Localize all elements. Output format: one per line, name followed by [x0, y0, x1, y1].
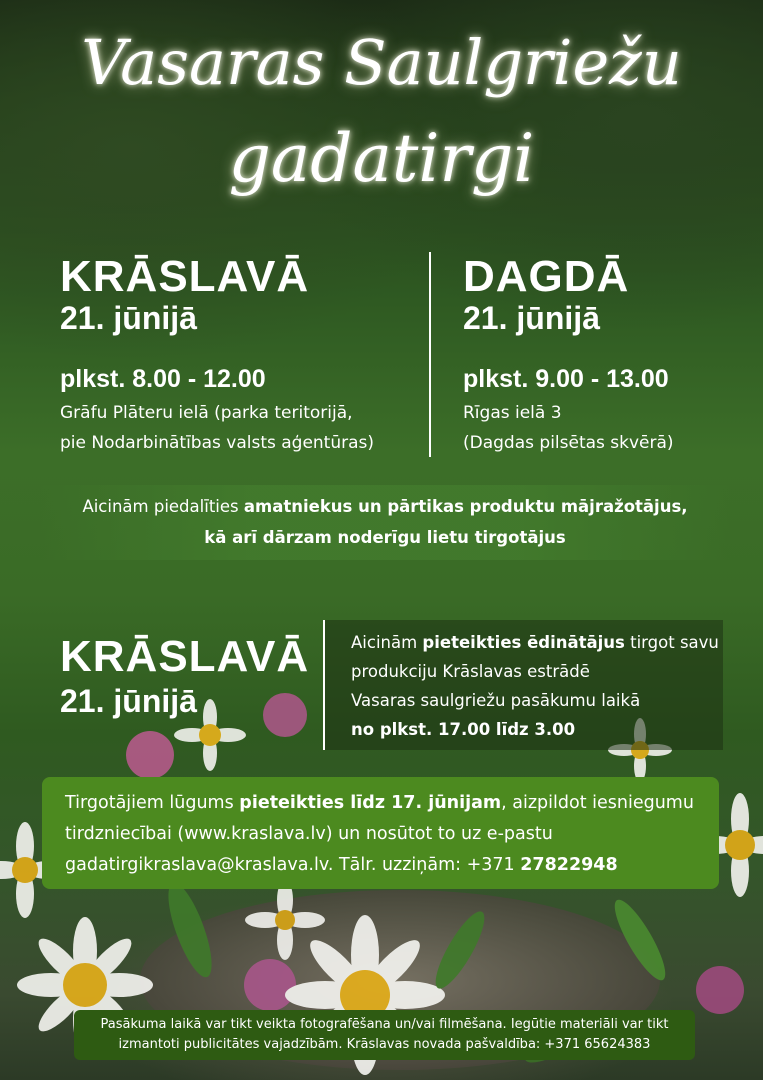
- footer-notice: [74, 1010, 695, 1060]
- catering-line1: [351, 628, 723, 657]
- registration-line3: [65, 850, 719, 881]
- poster-title-line2: gadatirgi: [228, 120, 535, 197]
- registration-line1-prefix: Tirgotājiem lūgums: [65, 793, 240, 813]
- footer-line2: izmantoti publicitātes vajadzībām. Krāslavas novada pašvaldība: +371 65624383: [118, 1037, 651, 1052]
- catering-date: 21. jūnijā: [60, 683, 197, 719]
- left-event-address-line1: Grāfu Plāteru ielā (parka teritorijā,: [60, 403, 353, 423]
- registration-line1-suffix: , aizpildot iesniegumu: [501, 793, 694, 813]
- poster-title-line1: Vasaras Saulgriežu: [81, 26, 682, 99]
- catering-line1-prefix: Aicinām: [351, 633, 423, 652]
- registration-info: [42, 777, 719, 889]
- left-event-address: [60, 398, 374, 458]
- catering-invitation: [323, 620, 723, 750]
- registration-deadline: pieteikties līdz 17. jūnijam: [239, 793, 502, 813]
- right-event-city: DAGDĀ: [463, 252, 630, 301]
- catering-line2: produkciju Krāslavas estrādē: [351, 662, 590, 681]
- invite-bold-2: kā arī dārzam noderīgu lietu tirgotājus: [204, 528, 566, 547]
- registration-contact: gadatirgikraslava@kraslava.lv. Tālr. uzziņām: +371: [65, 855, 521, 875]
- left-event-date: 21. jūnijā: [60, 300, 197, 336]
- catering-line1-bold: pieteikties ēdinātājus: [422, 633, 625, 652]
- vendor-invitation-line1: [40, 491, 730, 522]
- registration-phone: 27822948: [520, 855, 618, 875]
- left-event-time: plkst. 8.00 - 12.00: [60, 365, 266, 393]
- right-event-address-line1: Rīgas ielā 3: [463, 403, 562, 423]
- footer-line1: Pasākuma laikā var tikt veikta fotografēšana un/vai filmēšana. Iegūtie materiāli var tikt: [100, 1017, 669, 1032]
- event-divider: [429, 252, 431, 457]
- catering-line3: Vasaras saulgriežu pasākumu laikā: [351, 691, 641, 710]
- catering-line4-bold: no plkst. 17.00 līdz 3.00: [351, 720, 576, 739]
- vendor-invitation-line2: [40, 522, 730, 553]
- vendor-invitation: [40, 485, 730, 560]
- catering-city: KRĀSLAVĀ: [60, 632, 310, 681]
- catering-line4: [351, 715, 723, 744]
- right-event-address: [463, 398, 674, 458]
- invite-prefix: Aicinām piedalīties: [82, 497, 244, 516]
- registration-line1: [65, 788, 719, 819]
- registration-line2: tirdzniecībai (www.kraslava.lv) un nosūtot to uz e-pastu: [65, 824, 553, 844]
- left-event-city: KRĀSLAVĀ: [60, 252, 310, 301]
- right-event-time: plkst. 9.00 - 13.00: [463, 365, 669, 393]
- right-event-address-line2: (Dagdas pilsētas skvērā): [463, 433, 674, 453]
- catering-line1-suffix: tirgot savu: [624, 633, 719, 652]
- right-event-date: 21. jūnijā: [463, 300, 600, 336]
- invite-bold-1: amatniekus un pārtikas produktu mājražotājus,: [243, 497, 688, 516]
- left-event-address-line2: pie Nodarbinātības valsts aģentūras): [60, 433, 375, 453]
